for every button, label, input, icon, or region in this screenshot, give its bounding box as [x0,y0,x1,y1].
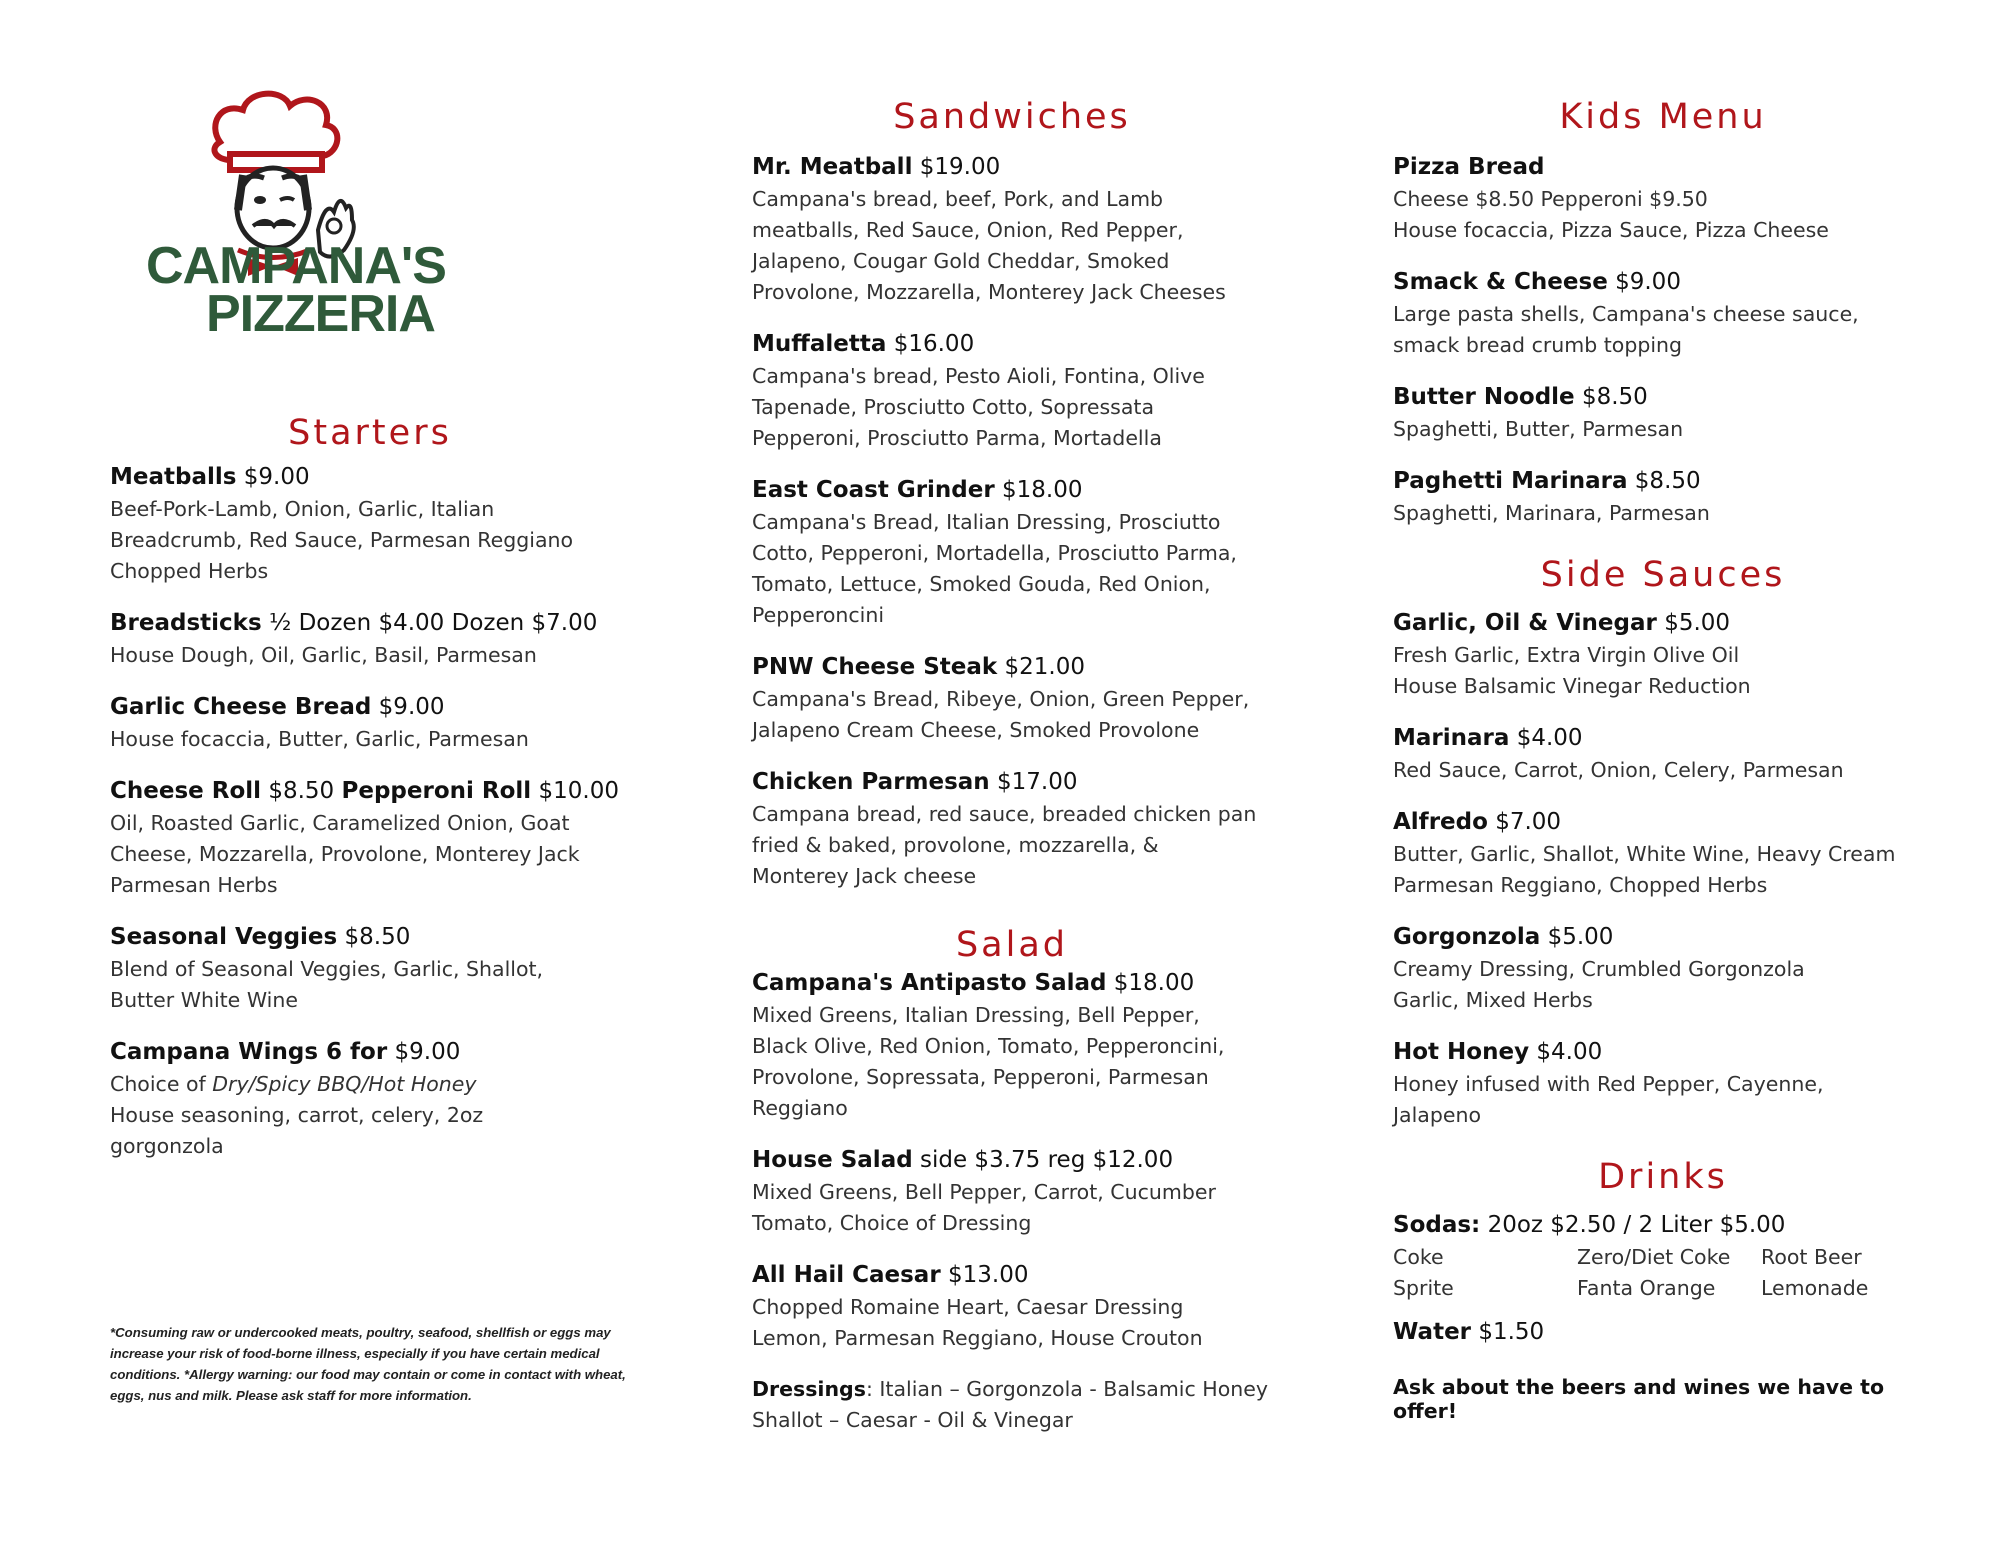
menu-item-name: Seasonal Veggies [110,924,338,950]
menu-item-header [110,607,630,640]
dressings-line1: : Italian – Gorgonzola - Balsamic Honey [865,1377,1268,1401]
menu-item-description: Butter White Wine [110,988,298,1012]
menu-item-price: $17.00 [997,769,1078,795]
menu-item [1393,465,1933,529]
menu-item-price: side $3.75 reg $12.00 [920,1147,1174,1173]
menu-item-price: $5.00 [1547,924,1614,950]
menu-item-header [110,461,630,494]
menu-item-name: Pizza Bread [1393,154,1545,180]
menu-item-header [752,651,1272,684]
menu-item-description: Spaghetti, Marinara, Parmesan [1393,501,1710,525]
menu-item-price: $21.00 [1004,654,1086,680]
menu-item-name: Garlic Cheese Bread [110,694,372,720]
menu-item-description: Campana bread, red sauce, breaded chicken pan [752,802,1257,826]
menu-item [752,651,1272,746]
side-sauces-section [1393,555,1933,1151]
menu-item-description: Black Olive, Red Onion, Tomato, Pepperoncini, [752,1034,1225,1058]
menu-item-description: Tapenade, Prosciutto Cotto, Sopressata [752,395,1155,419]
logo-text-line2: PIZZERIA [206,285,435,343]
menu-item-name: Campana's Antipasto Salad [752,970,1107,996]
menu-item [1393,607,1933,702]
menu-item-header [1393,151,1933,184]
menu-item-description: Campana's bread, beef, Pork, and Lamb [752,187,1164,211]
sodas-grid [1393,1242,1933,1304]
menu-item-price: $10.00 [538,778,619,804]
menu-item-header [752,474,1272,507]
menu-item-price: $5.00 [1664,610,1731,636]
menu-item [752,766,1272,892]
starters-list [110,461,630,1162]
menu-item-description: Pepperoni, Prosciutto Parma, Mortadella [752,426,1162,450]
menu-item-description: Provolone, Sopressata, Pepperoni, Parmesan [752,1065,1209,1089]
sodas-price: 20oz $2.50 / 2 Liter $5.00 [1487,1212,1786,1238]
menu-item-description: Pepperoncini [752,603,885,627]
sauces-list [1393,607,1933,1131]
menu-item-name: Hot Honey [1393,1039,1530,1065]
menu-item-description: Monterey Jack cheese [752,864,977,888]
menu-item-description: Chopped Romaine Heart, Caesar Dressing [752,1295,1184,1319]
menu-item-description: House seasoning, carrot, celery, 2oz [110,1103,484,1127]
soda-item: Lemonade [1761,1276,1869,1300]
food-safety-disclaimer: *Consuming raw or undercooked meats, poultry, seafood, shellfish or eggs may increase your risk of food-borne illness, especially if you have certain medical conditions. *Allergy warning: our food may contain or come in contact with wheat, eggs, nus and milk. Please ask staff for more information. [110,1325,626,1403]
kids-list [1393,151,1933,529]
menu-item [110,775,630,901]
menu-item-description: Oil, Roasted Garlic, Caramelized Onion, Goat [110,811,570,835]
menu-item-header [1393,806,1933,839]
menu-item [1393,722,1933,786]
menu-item-price: $8.50 [268,778,335,804]
menu-item-name: All Hail Caesar [752,1262,941,1288]
menu-item-price: $4.00 [1536,1039,1603,1065]
menu-item-description: meatballs, Red Sauce, Onion, Red Pepper, [752,218,1184,242]
menu-item-price: $19.00 [919,154,1001,180]
drinks-title: Drinks [1598,1157,1728,1197]
menu-item-description: Fresh Garlic, Extra Virgin Olive Oil [1393,643,1740,667]
menu-item-header [1393,381,1933,414]
menu-item-name: East Coast Grinder [752,477,995,503]
menu-item [752,151,1272,308]
menu-item-price: $13.00 [947,1262,1029,1288]
soda-item: Sprite [1393,1276,1454,1300]
soda-item: Fanta Orange [1577,1276,1716,1300]
menu-item-header [752,967,1272,1000]
dressings-info [752,1374,1272,1436]
menu-item-description: Campana's bread, Pesto Aioli, Fontina, Olive [752,364,1205,388]
menu-item-price: $8.50 [344,924,411,950]
menu-item-header [1393,465,1933,498]
menu-item [1393,381,1933,445]
menu-item-name: Marinara [1393,725,1510,751]
menu-item [110,691,630,755]
menu-item-description: Beef-Pork-Lamb, Onion, Garlic, Italian [110,497,495,521]
menu-item-name: Cheese Roll [110,778,262,804]
menu-item-description: Campana's Bread, Ribeye, Onion, Green Pepper, [752,687,1250,711]
choice-options: Dry/Spicy BBQ/Hot Honey [212,1072,477,1096]
menu-item-header [1393,607,1933,640]
menu-item-name: Butter Noodle [1393,384,1575,410]
menu-item-description: Spaghetti, Butter, Parmesan [1393,417,1684,441]
menu-item-price: ½ Dozen $4.00 Dozen $7.00 [268,610,598,636]
menu-item-description: Large pasta shells, Campana's cheese sauce, [1393,302,1859,326]
menu-item-price: $9.00 [1615,269,1681,295]
menu-item-description: House Balsamic Vinegar Reduction [1393,674,1751,698]
menu-item-description: Tomato, Lettuce, Smoked Gouda, Red Onion, [752,572,1211,596]
drinks-section [1393,1157,1933,1423]
menu-item-description: Butter, Garlic, Shallot, White Wine, Heavy Cream [1393,842,1896,866]
menu-item-price: $4.00 [1516,725,1583,751]
menu-item-name: Pepperoni Roll [341,778,532,804]
menu-item-description: House Dough, Oil, Garlic, Basil, Parmesan [110,643,537,667]
menu-item-description: Mixed Greens, Bell Pepper, Carrot, Cucumber [752,1180,1216,1204]
menu-item [752,1144,1272,1239]
menu-item-description: Tomato, Choice of Dressing [752,1211,1032,1235]
menu-item-header [752,1144,1272,1177]
sandwiches-list [752,151,1272,892]
menu-item-header [1393,1036,1933,1069]
menu-item-name: Muffaletta [752,331,887,357]
menu-item [1393,921,1933,1016]
menu-item-description: Red Sauce, Carrot, Onion, Celery, Parmesan [1393,758,1844,782]
soda-item: Root Beer [1761,1245,1862,1269]
salad-list [752,967,1272,1354]
menu-item-description: Honey infused with Red Pepper, Cayenne, [1393,1072,1824,1096]
menu-item-description: Garlic, Mixed Herbs [1393,988,1593,1012]
menu-item-header [1393,921,1933,954]
kids-menu-section [1393,97,1933,549]
kids-menu-title: Kids Menu [1559,97,1767,137]
menu-item-name: Chicken Parmesan [752,769,990,795]
dressings-line2: Shallot – Caesar - Oil & Vinegar [752,1408,1073,1432]
menu-item-price: $16.00 [893,331,975,357]
menu-item-name: Gorgonzola [1393,924,1541,950]
menu-item-name: Garlic, Oil & Vinegar [1393,610,1657,636]
soda-item: Zero/Diet Coke [1577,1245,1731,1269]
menu-item-description: fried & baked, provolone, mozzarella, & [752,833,1159,857]
menu-item-price: $8.50 [1634,468,1701,494]
menu-item-header [110,691,630,724]
menu-item-header [1393,266,1933,299]
choice-prefix: Choice of [110,1072,206,1096]
menu-item [110,1036,630,1162]
menu-item-description: Jalapeno [1393,1103,1482,1127]
menu-item-description: Creamy Dressing, Crumbled Gorgonzola [1393,957,1805,981]
menu-item [752,328,1272,454]
menu-item-header [752,1259,1272,1292]
menu-item [1393,151,1933,246]
menu-item-description: House focaccia, Pizza Sauce, Pizza Cheese [1393,218,1829,242]
menu-item-description: Chopped Herbs [110,559,269,583]
menu-item-description: Cheese $8.50 Pepperoni $9.50 [1393,187,1708,211]
menu-item-header [752,328,1272,361]
menu-item-description: Lemon, Parmesan Reggiano, House Crouton [752,1326,1203,1350]
water-price: $1.50 [1478,1319,1545,1345]
starters-title: Starters [288,413,452,453]
menu-item [110,461,630,587]
water-line [1393,1316,1933,1349]
menu-item-price: $9.00 [243,464,310,490]
menu-item-name: Breadsticks [110,610,262,636]
menu-item [752,1259,1272,1354]
menu-item-header [110,1036,630,1069]
menu-item [752,474,1272,631]
sandwiches-title: Sandwiches [893,97,1131,137]
menu-item-description: Jalapeno Cream Cheese, Smoked Provolone [752,718,1200,742]
menu-item-description: Parmesan Reggiano, Chopped Herbs [1393,873,1768,897]
menu-item-name: Mr. Meatball [752,154,913,180]
menu-item-description: gorgonzola [110,1134,224,1158]
menu-item-description: Reggiano [752,1096,848,1120]
menu-item-description: Campana's Bread, Italian Dressing, Prosciutto [752,510,1221,534]
menu-item-price: $9.00 [378,694,445,720]
menu-item-name: Campana Wings 6 for [110,1039,388,1065]
menu-item-description: Cotto, Pepperoni, Mortadella, Prosciutto Parma, [752,541,1237,565]
menu-item-name: House Salad [752,1147,913,1173]
menu-item-name: Meatballs [110,464,237,490]
menu-item-header [110,921,630,954]
menu-item-description: Provolone, Mozzarella, Monterey Jack Cheeses [752,280,1226,304]
logo-text-line1: CAMPANA'S [146,237,446,295]
menu-item [1393,1036,1933,1131]
side-sauces-title: Side Sauces [1540,555,1786,595]
menu-item-name: PNW Cheese Steak [752,654,998,680]
salad-section [752,925,1272,1436]
salad-title: Salad [955,925,1069,965]
menu-item-description: Mixed Greens, Italian Dressing, Bell Pepper, [752,1003,1200,1027]
menu-item-description: Parmesan Herbs [110,873,278,897]
dressings-label: Dressings [752,1377,866,1401]
menu-item-description: smack bread crumb topping [1393,333,1683,357]
menu-item [1393,266,1933,361]
menu-item-description: Cheese, Mozzarella, Provolone, Monterey Jack [110,842,580,866]
menu-item-price: $7.00 [1495,809,1562,835]
menu-item-price: $18.00 [1002,477,1083,503]
menu-item [110,607,630,671]
menu-item-name: Smack & Cheese [1393,269,1608,295]
menu-item-name: Alfredo [1393,809,1488,835]
water-label: Water [1393,1319,1472,1345]
menu-item-header [110,775,630,808]
menu-item [752,967,1272,1124]
menu-item-price: $8.50 [1581,384,1648,410]
menu-item-description: Blend of Seasonal Veggies, Garlic, Shallot, [110,957,544,981]
menu-item-price: $18.00 [1113,970,1195,996]
menu-item [1393,806,1933,901]
soda-item: Coke [1393,1245,1444,1269]
menu-item-description: Jalapeno, Cougar Gold Cheddar, Smoked [752,249,1170,273]
sodas-label: Sodas: [1393,1212,1481,1238]
starters-section [110,413,630,1182]
menu-item-header [752,766,1272,799]
menu-item-description: Breadcrumb, Red Sauce, Parmesan Reggiano [110,528,574,552]
menu-item-name: Paghetti Marinara [1393,468,1628,494]
campanas-pizzeria-logo [146,80,446,343]
menu-item-choice [110,1069,630,1100]
menu-item-description: House focaccia, Butter, Garlic, Parmesan [110,727,529,751]
menu-item [110,921,630,1016]
beer-wine-note: Ask about the beers and wines we have to offer! [1393,1375,1885,1423]
menu-item-header [1393,722,1933,755]
menu-item-price: $9.00 [394,1039,461,1065]
menu-item-header [752,151,1272,184]
sodas-line [1393,1209,1933,1242]
sandwiches-section [752,97,1272,912]
